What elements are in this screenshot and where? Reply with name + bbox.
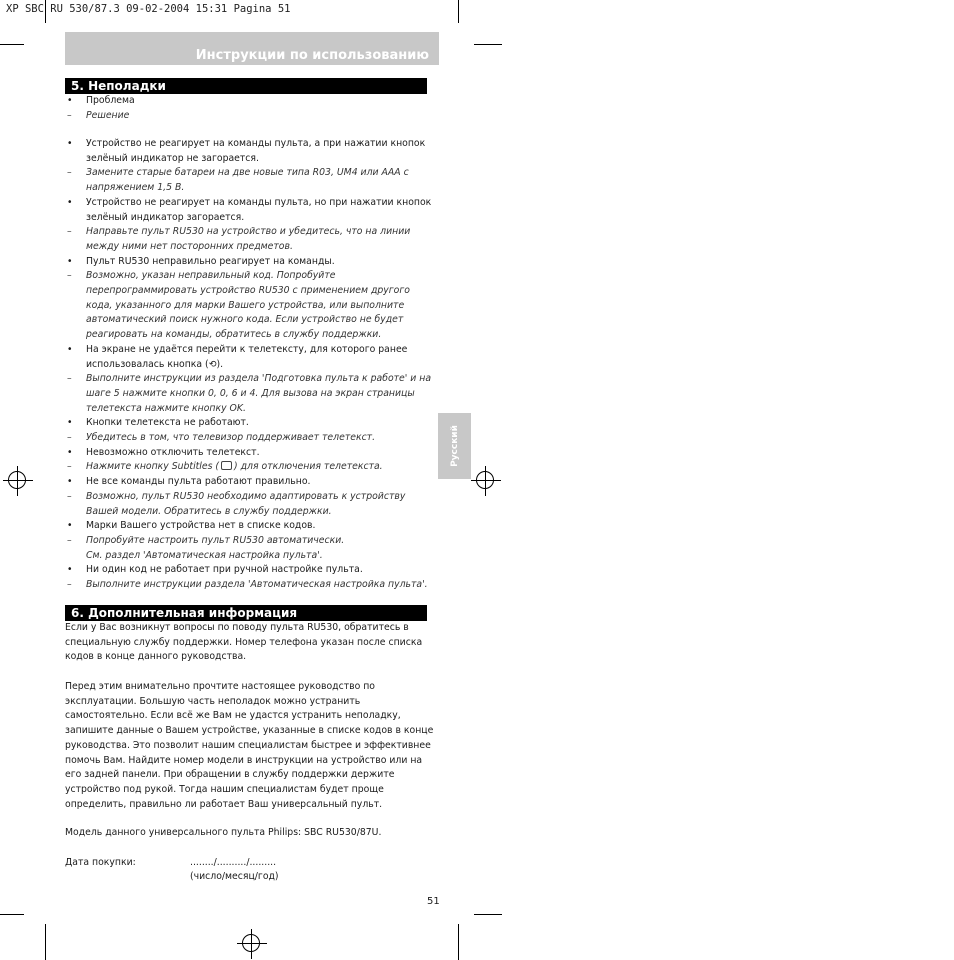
bullet-marker: • <box>67 138 73 149</box>
line-text: См. раздел 'Автоматическая настройка пульта'. <box>86 549 323 561</box>
subtitles-key-icon <box>221 461 232 470</box>
line-text: Выполните инструкции из раздела 'Подготовка пульта к работе' и на <box>86 373 432 385</box>
line-text: кода, указанного для марки Вашего устройства, или выполните <box>86 299 405 311</box>
bullet-marker: • <box>67 446 73 458</box>
bullet-marker: – <box>67 490 72 502</box>
line-text: Ни один код не работает при ручной настройке пульта. <box>86 564 363 576</box>
paragraph-line: кодов в конце данного руководства. <box>65 651 247 663</box>
bullet-marker: – <box>67 109 72 121</box>
line-text: перепрограммировать устройство RU530 с применением другого <box>86 285 410 296</box>
line-text: Кнопки телетекста не работают. <box>86 417 249 429</box>
paragraph-line: устройство под рукой. Тогда нашим специалистам будет проще <box>65 783 384 795</box>
bullet-marker: – <box>67 270 72 282</box>
purchase-date-hint: (число/месяц/год) <box>190 871 279 882</box>
line-text <box>86 460 383 475</box>
registration-mark-right <box>476 471 494 489</box>
registration-mark-left <box>8 471 26 489</box>
bullet-marker: • <box>67 343 73 355</box>
line-text: Проблема <box>86 95 135 106</box>
bullet-marker: – <box>67 226 72 238</box>
purchase-label: Дата покупки: <box>65 857 136 868</box>
bullet-marker: • <box>67 255 73 267</box>
line-text: Возможно, указан неправильный код. Попробуйте <box>86 270 336 282</box>
crop-mark <box>0 914 24 915</box>
line-text: использовалась кнопка (⟲). <box>86 358 224 370</box>
language-tab <box>438 413 471 479</box>
line-text: автоматический поиск нужного кода. Если устройство не будет <box>86 314 404 326</box>
line-text: напряжением 1,5 В. <box>86 182 185 194</box>
print-slug: XP SBC RU 530/87.3 09-02-2004 15:31 Pagina 51 <box>6 3 291 15</box>
line-text: Возможно, пульт RU530 необходимо адаптировать к устройству <box>86 490 406 502</box>
bullet-marker: – <box>67 373 72 385</box>
line-text: Вашей модели. Обратитесь в службу поддержки. <box>86 505 332 517</box>
line-text: Марки Вашего устройства нет в списке кодов. <box>86 520 316 532</box>
section-6-title <box>65 605 427 621</box>
purchase-date-field: ......../........../......... <box>190 857 277 868</box>
bullet-marker: • <box>67 417 73 429</box>
paragraph-line: самостоятельно. Если всё же Вам не удастся устранить неполадку, <box>65 710 401 722</box>
crop-mark <box>474 914 502 915</box>
line-text: Выполните инструкции раздела 'Автоматическая настройка пульта'. <box>86 579 428 590</box>
line-text: Направьте пульт RU530 на устройство и убедитесь, что на линии <box>86 226 411 238</box>
crop-mark <box>458 0 459 23</box>
line-text: Попробуйте настроить пульт RU530 автоматически. <box>86 534 345 546</box>
line-text: Убедитесь в том, что телевизор поддерживает телетекст. <box>86 432 376 443</box>
line-text: Устройство не реагирует на команды пульта, а при нажатии кнопок <box>86 138 426 149</box>
section-5-title <box>65 78 427 94</box>
bullet-marker: – <box>67 432 72 443</box>
header-bar <box>65 32 439 65</box>
paragraph-line: эксплуатации. Большую часть неполадок можно устранить <box>65 695 361 707</box>
paragraph-line: определить, правильно ли работает Ваш универсальный пульт. <box>65 798 383 810</box>
line-text-tail: ) для отключения телетекста. <box>234 461 383 473</box>
bullet-marker: • <box>67 196 73 208</box>
line-text: зелёный индикатор не загорается. <box>86 152 259 164</box>
section-5-title-text: 5. Неполадки <box>71 79 166 93</box>
page-number: 51 <box>427 896 440 907</box>
bullet-marker: – <box>67 579 72 590</box>
line-text: Решение <box>86 109 130 121</box>
model-line: Модель данного универсального пульта Philips: SBC RU530/87U. <box>65 827 382 838</box>
line-text: реагировать на команды, обратитесь в службу поддержки. <box>86 329 382 341</box>
line-text: зелёный индикатор загорается. <box>86 211 245 223</box>
language-tab-label: Русский <box>449 425 460 467</box>
header-title: Инструкции по использованию <box>195 48 429 63</box>
paragraph-line: запишите данные о Вашем устройстве, указанные в списке кодов в конце <box>65 725 434 737</box>
bullet-marker: • <box>67 95 73 106</box>
paragraph-line: его задней панели. При обращении в службу поддержки держите <box>65 769 395 781</box>
paragraph-line: помочь Вам. Найдите номер модели в инструкции на устройство или на <box>65 754 423 766</box>
bullet-marker: • <box>67 564 73 576</box>
line-text: Невозможно отключить телетекст. <box>86 446 260 458</box>
paragraph-line: специальную службу поддержки. Номер телефона указан после списка <box>65 636 423 648</box>
line-text: шаге 5 нажмите кнопки 0, 0, 6 и 4. Для вызова на экран страницы <box>86 387 415 399</box>
bullet-marker: – <box>67 167 72 179</box>
crop-mark <box>458 924 459 960</box>
section-6-title-text: 6. Дополнительная информация <box>71 606 298 620</box>
paragraph-line: Если у Вас возникнут вопросы по поводу пульта RU530, обратитесь в <box>65 622 409 633</box>
line-text-head: Нажмите кнопку Subtitles ( <box>86 461 220 473</box>
paragraph-line: Перед этим внимательно прочтите настоящее руководство по <box>65 681 375 692</box>
line-text: Устройство не реагирует на команды пульта, но при нажатии кнопок <box>86 196 432 208</box>
bullet-marker: – <box>67 534 72 546</box>
crop-mark <box>0 44 24 45</box>
line-text: Пульт RU530 неправильно реагирует на команды. <box>86 255 335 267</box>
bullet-marker: – <box>67 461 72 473</box>
registration-mark-bottom <box>242 934 260 952</box>
paragraph-line: руководства. Это позволит нашим специалистам быстрее и эффективнее <box>65 739 431 751</box>
bullet-marker: • <box>67 476 73 488</box>
line-text: телетекста нажмите кнопку OK. <box>86 402 246 414</box>
line-text: между ними нет посторонних предметов. <box>86 240 293 252</box>
line-text: Не все команды пульта работают правильно. <box>86 476 311 488</box>
line-text: На экране не удаётся перейти к телетексту, для которого ранее <box>86 343 408 355</box>
bullet-marker: • <box>67 520 73 532</box>
crop-mark <box>45 924 46 960</box>
line-text: Замените старые батареи на две новые типа R03, UM4 или AAA с <box>86 167 409 179</box>
crop-mark <box>474 44 502 45</box>
